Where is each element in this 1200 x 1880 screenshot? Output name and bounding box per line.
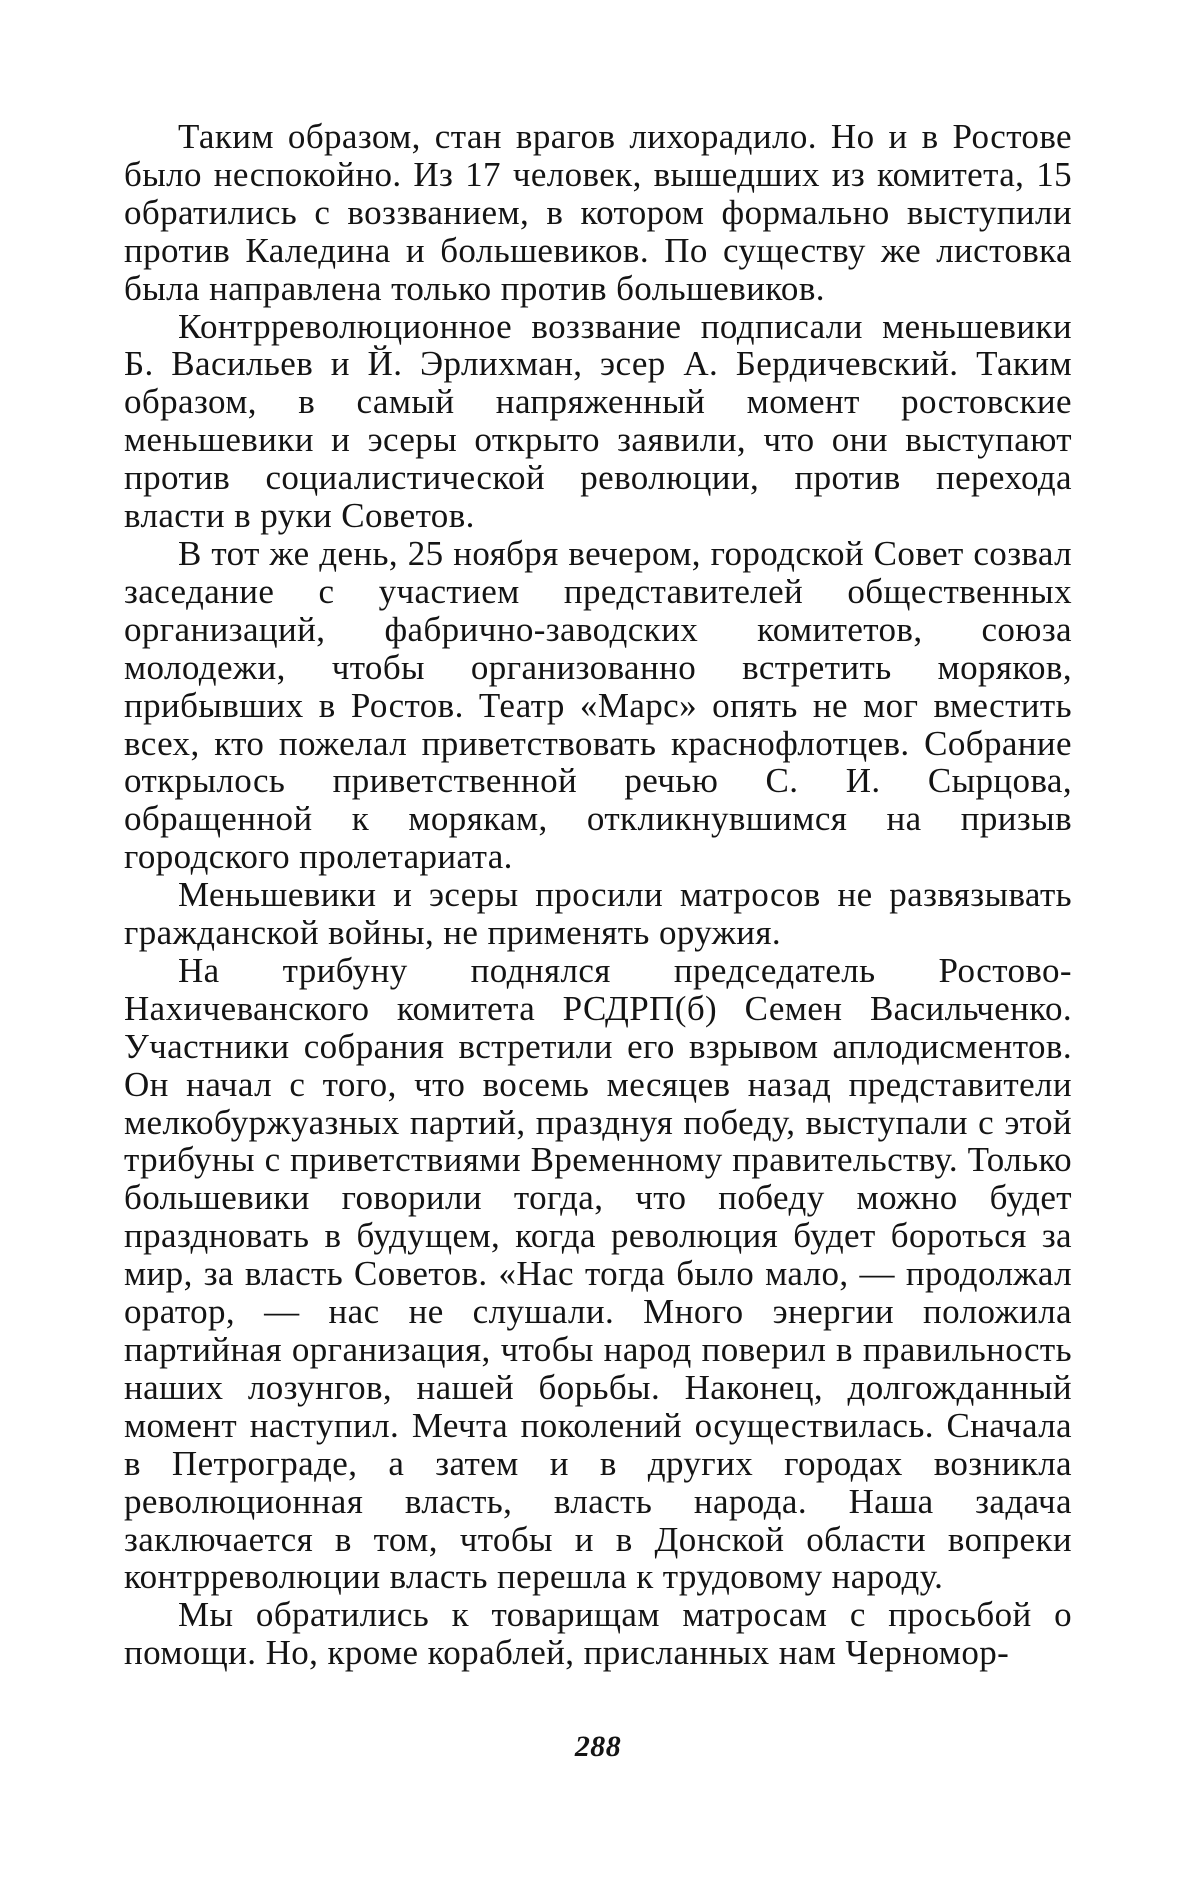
paragraph: Таким образом, стан врагов лихорадило. Но и в Ростове было неспокойно. Из 17 человек, вышедших из комитета, 15 обратились с воззванием, в котором формально выступили против Каледина и большевиков. По существу же листовка была направлена только против большевиков. (124, 117, 1072, 308)
page-text (124, 118, 1072, 1838)
paragraph: В тот же день, 25 ноября вечером, городской Совет созвал заседание с участием представителей общественных организаций, фабрично-заводских комитетов, союза молодежи, чтобы организованно встретить моряков, прибывших в Ростов. Театр «Марс» опять не мог вместить всех, кто пожелал приветствовать краснофлотцев. Собрание открылось приветственной речью С. И. Сырцова, обращенной к морякам, откликнувшимся на призыв городского пролетариата. (124, 533, 1072, 877)
page-number: 288 (574, 1730, 622, 1763)
paragraph: Контрреволюционное воззвание подписали меньшевики Б. Васильев и Й. Эрлихман, эсер А. Бердичевский. Таким образом, в самый напряженный момент ростовские меньшевики и эсеры открыто заявили, что они выступают против социалистической революции, против перехода власти в руки Советов. (124, 306, 1072, 536)
paragraph: На трибуну поднялся председатель Ростово-Нахичеванского комитета РСДРП(б) Семен Васильченко. Участники собрания встретили его взрывом аплодисментов. Он начал с того, что восемь месяцев назад представители мелкобуржуазных партий, празднуя победу, выступали с этой трибуны с приветствиями Временному правительству. Только большевики говорили тогда, что победу можно будет праздновать в будущем, когда революция будет бороться за мир, за власть Советов. «Нас тогда было мало, — продолжал оратор, — нас не слушали. Много энергии положила партийная организация, чтобы народ поверил в правильность наших лозунгов, нашей борьбы. Наконец, долгожданный момент наступил. Мечта поколений осуществилась. Сначала в Петрограде, а затем и в других городах возникла революционная власть, власть народа. Наша задача заключается в том, чтобы и в Донской области вопреки контрреволюции власть перешла к трудовому народу. (124, 950, 1072, 1597)
paragraph: Меньшевики и эсеры просили матросов не развязывать гражданской войны, не применять оружия. (124, 875, 1072, 953)
paragraph: Мы обратились к товарищам матросам с просьбой о помощи. Но, кроме кораблей, присланных нам Черномор- (124, 1595, 1072, 1673)
